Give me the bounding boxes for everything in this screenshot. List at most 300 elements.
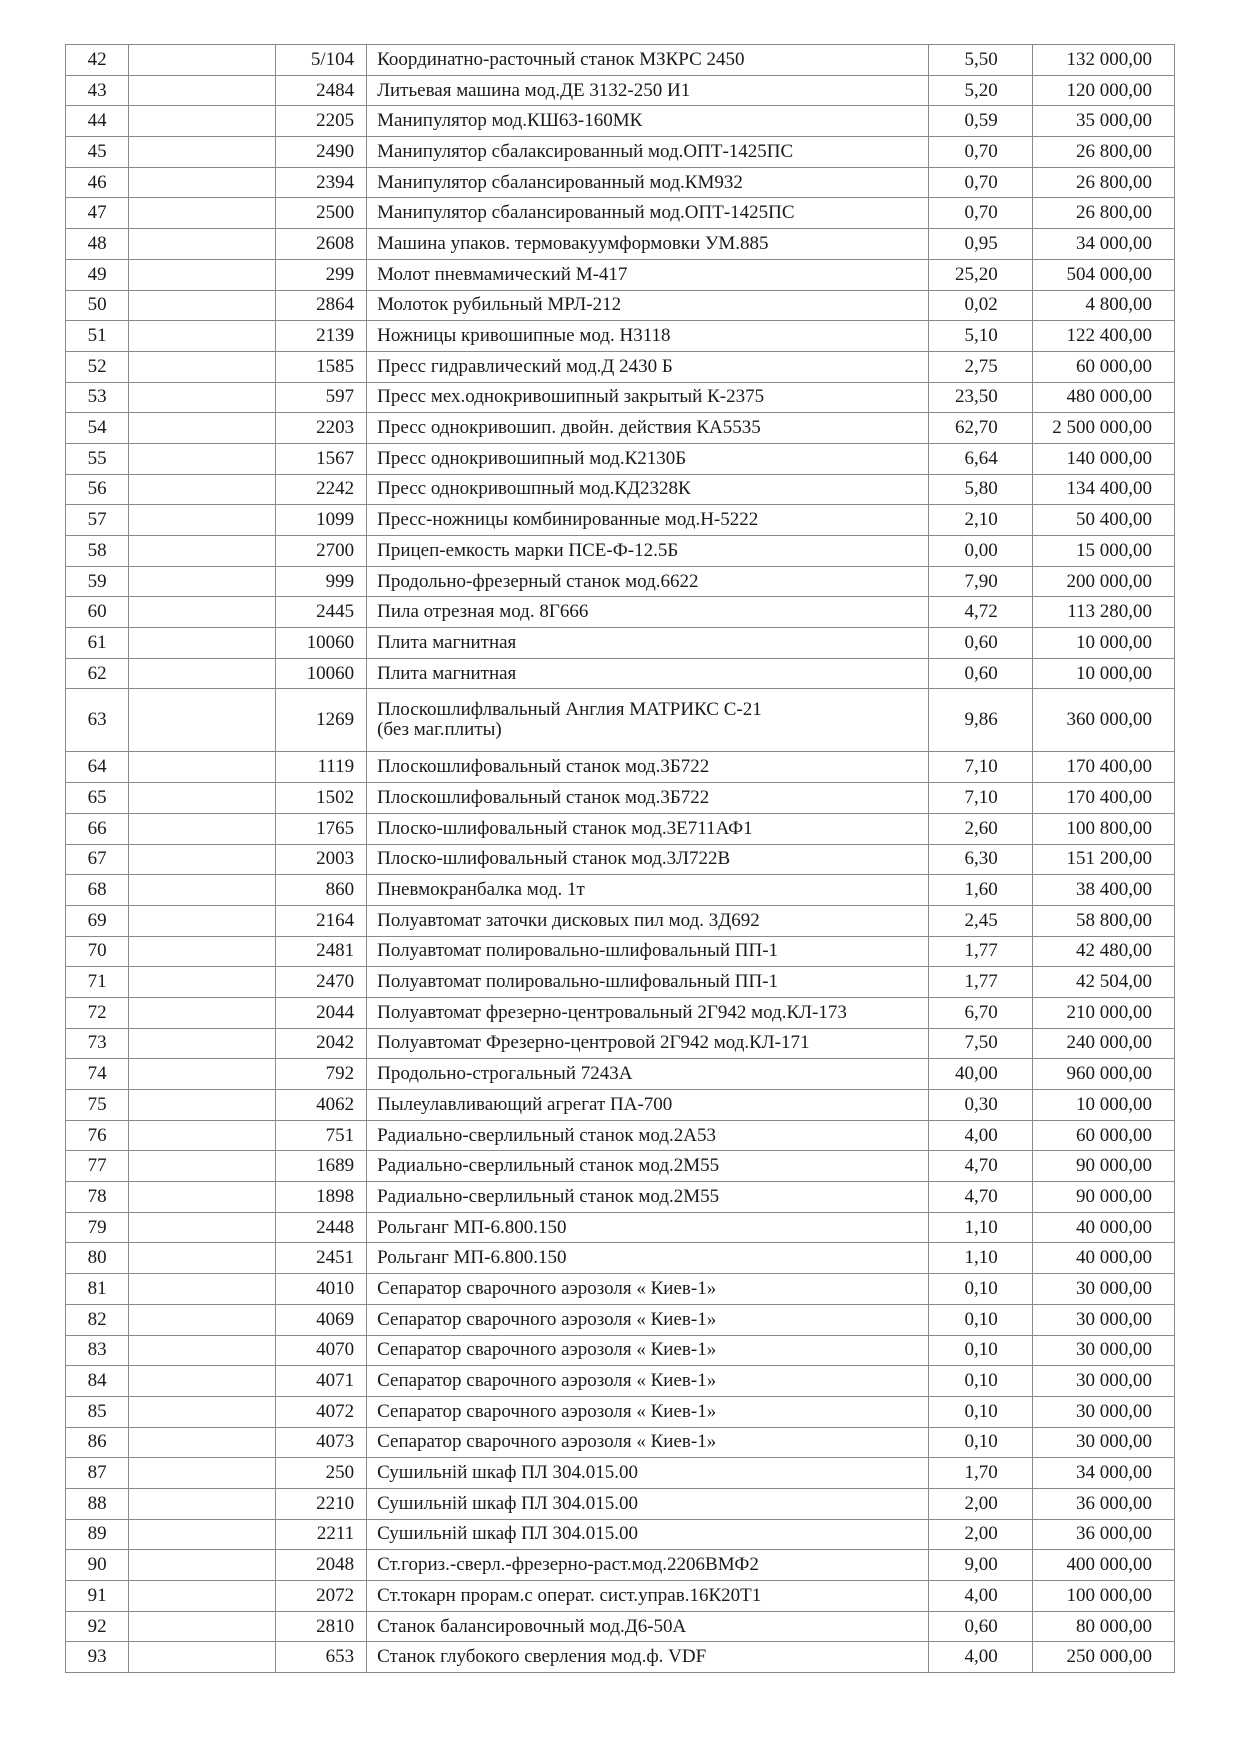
weight-cell: 2,10	[929, 505, 1032, 536]
table-row	[66, 1243, 1175, 1274]
price-cell: 34 000,00	[1032, 229, 1174, 260]
equipment-name: Пневмокранбалка мод. 1т	[377, 879, 585, 901]
empty-cell	[129, 351, 276, 382]
table-row	[66, 198, 1175, 229]
price-cell: 90 000,00	[1032, 1182, 1174, 1213]
inventory-code-cell: 2484	[276, 75, 367, 106]
weight-cell: 7,10	[929, 752, 1032, 783]
row-number-cell: 88	[66, 1488, 129, 1519]
row-number-cell: 62	[66, 658, 129, 689]
weight-cell: 2,00	[929, 1488, 1032, 1519]
empty-cell	[129, 229, 276, 260]
inventory-code-cell: 2211	[276, 1519, 367, 1550]
table-row	[66, 536, 1175, 567]
row-number-cell: 73	[66, 1028, 129, 1059]
equipment-name-cell	[367, 45, 929, 76]
equipment-name: Манипулятор сбалансированный мод.ОПТ-1425ПС	[377, 202, 795, 224]
empty-cell	[129, 689, 276, 752]
inventory-code-cell: 2242	[276, 474, 367, 505]
inventory-code-cell: 2490	[276, 137, 367, 168]
price-cell: 100 800,00	[1032, 813, 1174, 844]
equipment-name: Пресс однокривошипный мод.К2130Б	[377, 447, 687, 469]
table-row	[66, 566, 1175, 597]
inventory-code-cell: 2048	[276, 1550, 367, 1581]
weight-cell: 0,60	[929, 1611, 1032, 1642]
equipment-name-cell	[367, 875, 929, 906]
empty-cell	[129, 1366, 276, 1397]
weight-cell: 5,80	[929, 474, 1032, 505]
empty-cell	[129, 1581, 276, 1612]
row-number-cell: 83	[66, 1335, 129, 1366]
equipment-name: Ст.гориз.-сверл.-фрезерно-раст.мод.2206ВМФ2	[377, 1554, 759, 1576]
weight-cell: 23,50	[929, 382, 1032, 413]
weight-cell: 4,70	[929, 1182, 1032, 1213]
inventory-code-cell: 2394	[276, 167, 367, 198]
inventory-code-cell: 2164	[276, 905, 367, 936]
inventory-code-cell: 1502	[276, 783, 367, 814]
equipment-name: Сушильній шкаф ПЛ 304.015.00	[377, 1492, 639, 1514]
inventory-code-cell: 2445	[276, 597, 367, 628]
equipment-name-cell	[367, 783, 929, 814]
inventory-code-cell: 4071	[276, 1366, 367, 1397]
inventory-code-cell: 2451	[276, 1243, 367, 1274]
price-cell: 15 000,00	[1032, 536, 1174, 567]
price-cell: 30 000,00	[1032, 1396, 1174, 1427]
equipment-name-cell	[367, 597, 929, 628]
price-cell: 250 000,00	[1032, 1642, 1174, 1673]
table-row	[66, 1458, 1175, 1489]
table-row	[66, 106, 1175, 137]
empty-cell	[129, 1182, 276, 1213]
price-cell: 42 504,00	[1032, 967, 1174, 998]
equipment-name: Плита магнитная	[377, 662, 517, 684]
table-row	[66, 1335, 1175, 1366]
table-row	[66, 1151, 1175, 1182]
empty-cell	[129, 1642, 276, 1673]
weight-cell: 0,59	[929, 106, 1032, 137]
price-cell: 30 000,00	[1032, 1304, 1174, 1335]
table-row	[66, 1090, 1175, 1121]
inventory-code-cell: 2072	[276, 1581, 367, 1612]
equipment-name: Полуавтомат фрезерно-центровальный 2Г942 мод.КЛ-173	[377, 1001, 847, 1023]
table-row	[66, 505, 1175, 536]
inventory-code-cell: 10060	[276, 658, 367, 689]
row-number-cell: 79	[66, 1212, 129, 1243]
price-cell: 90 000,00	[1032, 1151, 1174, 1182]
price-cell: 360 000,00	[1032, 689, 1174, 752]
price-cell: 50 400,00	[1032, 505, 1174, 536]
weight-cell: 62,70	[929, 413, 1032, 444]
row-number-cell: 90	[66, 1550, 129, 1581]
equipment-name-cell	[367, 1182, 929, 1213]
equipment-name-cell	[367, 1396, 929, 1427]
price-cell: 36 000,00	[1032, 1488, 1174, 1519]
weight-cell: 1,77	[929, 967, 1032, 998]
equipment-name-cell	[367, 1519, 929, 1550]
table-row	[66, 597, 1175, 628]
equipment-name: Сушильній шкаф ПЛ 304.015.00	[377, 1523, 639, 1545]
table-row	[66, 1611, 1175, 1642]
weight-cell: 1,60	[929, 875, 1032, 906]
equipment-name-cell	[367, 1090, 929, 1121]
equipment-name: Пресс однокривошип. двойн. действия КА5535	[377, 417, 761, 439]
empty-cell	[129, 1151, 276, 1182]
price-cell: 30 000,00	[1032, 1427, 1174, 1458]
weight-cell: 7,90	[929, 566, 1032, 597]
inventory-code-cell: 4073	[276, 1427, 367, 1458]
price-cell: 30 000,00	[1032, 1274, 1174, 1305]
row-number-cell: 74	[66, 1059, 129, 1090]
row-number-cell: 82	[66, 1304, 129, 1335]
weight-cell: 0,10	[929, 1396, 1032, 1427]
equipment-name-cell	[367, 1642, 929, 1673]
equipment-name-cell	[367, 1550, 929, 1581]
empty-cell	[129, 1274, 276, 1305]
empty-cell	[129, 997, 276, 1028]
empty-cell	[129, 474, 276, 505]
table-row	[66, 967, 1175, 998]
price-cell: 140 000,00	[1032, 443, 1174, 474]
inventory-code-cell: 2864	[276, 290, 367, 321]
row-number-cell: 43	[66, 75, 129, 106]
weight-cell: 5,10	[929, 321, 1032, 352]
equipment-name: Пресс мех.однокривошипный закрытый К-2375	[377, 386, 765, 408]
weight-cell: 0,10	[929, 1274, 1032, 1305]
equipment-name: Сепаратор сварочного аэрозоля « Киев-1»	[377, 1277, 717, 1299]
empty-cell	[129, 936, 276, 967]
empty-cell	[129, 413, 276, 444]
weight-cell: 1,70	[929, 1458, 1032, 1489]
price-cell: 30 000,00	[1032, 1366, 1174, 1397]
price-cell: 170 400,00	[1032, 752, 1174, 783]
inventory-code-cell: 1567	[276, 443, 367, 474]
empty-cell	[129, 1028, 276, 1059]
row-number-cell: 53	[66, 382, 129, 413]
equipment-name: Полуавтомат Фрезерно-центровой 2Г942 мод.КЛ-171	[377, 1032, 810, 1054]
equipment-name: Продольно-фрезерный станок мод.6622	[377, 570, 699, 592]
price-cell: 10 000,00	[1032, 628, 1174, 659]
empty-cell	[129, 106, 276, 137]
price-cell: 4 800,00	[1032, 290, 1174, 321]
weight-cell: 0,70	[929, 137, 1032, 168]
table-row	[66, 936, 1175, 967]
table-row	[66, 259, 1175, 290]
inventory-code-cell: 2810	[276, 1611, 367, 1642]
equipment-name: Манипулятор мод.КШ63-160МК	[377, 110, 643, 132]
inventory-code-cell: 2608	[276, 229, 367, 260]
weight-cell: 0,70	[929, 167, 1032, 198]
equipment-name-cell	[367, 1581, 929, 1612]
weight-cell: 0,10	[929, 1335, 1032, 1366]
equipment-name-cell	[367, 628, 929, 659]
empty-cell	[129, 505, 276, 536]
empty-cell	[129, 1488, 276, 1519]
empty-cell	[129, 628, 276, 659]
price-cell: 132 000,00	[1032, 45, 1174, 76]
empty-cell	[129, 1212, 276, 1243]
equipment-name: Рольганг МП-6.800.150	[377, 1216, 567, 1238]
inventory-code-cell: 751	[276, 1120, 367, 1151]
table-row	[66, 813, 1175, 844]
equipment-table-body	[66, 45, 1175, 1673]
table-row	[66, 1274, 1175, 1305]
row-number-cell: 86	[66, 1427, 129, 1458]
weight-cell: 0,60	[929, 658, 1032, 689]
price-cell: 400 000,00	[1032, 1550, 1174, 1581]
table-row	[66, 905, 1175, 936]
price-cell: 60 000,00	[1032, 1120, 1174, 1151]
row-number-cell: 65	[66, 783, 129, 814]
equipment-name: Плоско-шлифовальный станок мод.3Е711АФ1	[377, 817, 753, 839]
price-cell: 240 000,00	[1032, 1028, 1174, 1059]
row-number-cell: 45	[66, 137, 129, 168]
price-cell: 42 480,00	[1032, 936, 1174, 967]
empty-cell	[129, 1335, 276, 1366]
weight-cell: 40,00	[929, 1059, 1032, 1090]
empty-cell	[129, 536, 276, 567]
row-number-cell: 91	[66, 1581, 129, 1612]
equipment-name-cell	[367, 967, 929, 998]
table-row	[66, 658, 1175, 689]
inventory-code-cell: 1585	[276, 351, 367, 382]
equipment-name-cell	[367, 1274, 929, 1305]
row-number-cell: 57	[66, 505, 129, 536]
weight-cell: 5,20	[929, 75, 1032, 106]
equipment-name-cell	[367, 566, 929, 597]
table-row	[66, 1488, 1175, 1519]
inventory-code-cell: 597	[276, 382, 367, 413]
inventory-code-cell: 1099	[276, 505, 367, 536]
weight-cell: 1,77	[929, 936, 1032, 967]
equipment-name: Манипулятор сбалаксированный мод.ОПТ-1425ПС	[377, 140, 794, 162]
price-cell: 40 000,00	[1032, 1243, 1174, 1274]
empty-cell	[129, 321, 276, 352]
empty-cell	[129, 1090, 276, 1121]
table-row	[66, 1396, 1175, 1427]
row-number-cell: 61	[66, 628, 129, 659]
equipment-name: Сепаратор сварочного аэрозоля « Киев-1»	[377, 1431, 717, 1453]
equipment-name: Пресс гидравлический мод.Д 2430 Б	[377, 355, 673, 377]
weight-cell: 4,70	[929, 1151, 1032, 1182]
price-cell: 26 800,00	[1032, 167, 1174, 198]
weight-cell: 0,10	[929, 1427, 1032, 1458]
equipment-table	[65, 44, 1175, 1673]
row-number-cell: 72	[66, 997, 129, 1028]
row-number-cell: 50	[66, 290, 129, 321]
equipment-name: Пресс однокривошпный мод.КД2328К	[377, 478, 691, 500]
row-number-cell: 92	[66, 1611, 129, 1642]
weight-cell: 0,60	[929, 628, 1032, 659]
equipment-name-cell	[367, 167, 929, 198]
row-number-cell: 58	[66, 536, 129, 567]
row-number-cell: 46	[66, 167, 129, 198]
inventory-code-cell: 1765	[276, 813, 367, 844]
price-cell: 30 000,00	[1032, 1335, 1174, 1366]
price-cell: 58 800,00	[1032, 905, 1174, 936]
row-number-cell: 54	[66, 413, 129, 444]
inventory-code-cell: 2700	[276, 536, 367, 567]
table-row	[66, 474, 1175, 505]
row-number-cell: 52	[66, 351, 129, 382]
equipment-name: Пресс-ножницы комбинированные мод.Н-5222	[377, 509, 759, 531]
weight-cell: 0,10	[929, 1304, 1032, 1335]
table-row	[66, 1059, 1175, 1090]
equipment-name-cell	[367, 1427, 929, 1458]
equipment-name: Молоток рубильный МРЛ-212	[377, 294, 622, 316]
inventory-code-cell: 653	[276, 1642, 367, 1673]
equipment-name-cell	[367, 106, 929, 137]
empty-cell	[129, 1059, 276, 1090]
equipment-name-cell	[367, 137, 929, 168]
price-cell: 170 400,00	[1032, 783, 1174, 814]
row-number-cell: 47	[66, 198, 129, 229]
equipment-name-cell	[367, 936, 929, 967]
equipment-name-cell	[367, 1151, 929, 1182]
table-row	[66, 229, 1175, 260]
equipment-name: Сепаратор сварочного аэрозоля « Киев-1»	[377, 1308, 717, 1330]
equipment-name-cell	[367, 658, 929, 689]
row-number-cell: 56	[66, 474, 129, 505]
inventory-code-cell: 299	[276, 259, 367, 290]
inventory-code-cell: 4069	[276, 1304, 367, 1335]
equipment-name-cell	[367, 1488, 929, 1519]
price-cell: 10 000,00	[1032, 658, 1174, 689]
equipment-name: Станок глубокого сверления мод.ф. VDF	[377, 1646, 707, 1668]
table-row	[66, 1120, 1175, 1151]
equipment-name: Пылеулавливающий агрегат ПА-700	[377, 1093, 673, 1115]
row-number-cell: 89	[66, 1519, 129, 1550]
weight-cell: 6,70	[929, 997, 1032, 1028]
table-row	[66, 875, 1175, 906]
row-number-cell: 87	[66, 1458, 129, 1489]
equipment-name: Продольно-строгальный 7243А	[377, 1063, 633, 1085]
equipment-name-cell	[367, 536, 929, 567]
table-row	[66, 382, 1175, 413]
inventory-code-cell: 1119	[276, 752, 367, 783]
equipment-name: Рольганг МП-6.800.150	[377, 1247, 567, 1269]
weight-cell: 0,02	[929, 290, 1032, 321]
table-row	[66, 783, 1175, 814]
equipment-name-cell	[367, 813, 929, 844]
row-number-cell: 59	[66, 566, 129, 597]
equipment-name: Литьевая машина мод.ДЕ 3132-250 И1	[377, 79, 691, 101]
equipment-name: Полуавтомат полировально-шлифовальный ПП-1	[377, 971, 779, 993]
weight-cell: 0,00	[929, 536, 1032, 567]
equipment-name-cell	[367, 1120, 929, 1151]
table-row	[66, 1581, 1175, 1612]
inventory-code-cell: 4070	[276, 1335, 367, 1366]
price-cell: 504 000,00	[1032, 259, 1174, 290]
table-row	[66, 689, 1175, 752]
inventory-code-cell: 2500	[276, 198, 367, 229]
weight-cell: 0,95	[929, 229, 1032, 260]
inventory-code-cell: 999	[276, 566, 367, 597]
empty-cell	[129, 844, 276, 875]
row-number-cell: 75	[66, 1090, 129, 1121]
table-row	[66, 752, 1175, 783]
table-row	[66, 1366, 1175, 1397]
row-number-cell: 85	[66, 1396, 129, 1427]
inventory-code-cell: 10060	[276, 628, 367, 659]
price-cell: 134 400,00	[1032, 474, 1174, 505]
equipment-name-cell	[367, 259, 929, 290]
equipment-name-cell	[367, 1028, 929, 1059]
inventory-code-cell: 2205	[276, 106, 367, 137]
equipment-name: Полуавтомат полировально-шлифовальный ПП-1	[377, 940, 779, 962]
table-row	[66, 628, 1175, 659]
row-number-cell: 49	[66, 259, 129, 290]
inventory-code-cell: 5/104	[276, 45, 367, 76]
weight-cell: 25,20	[929, 259, 1032, 290]
row-number-cell: 42	[66, 45, 129, 76]
empty-cell	[129, 1550, 276, 1581]
empty-cell	[129, 783, 276, 814]
price-cell: 80 000,00	[1032, 1611, 1174, 1642]
weight-cell: 9,00	[929, 1550, 1032, 1581]
equipment-name: Ст.токарн прорам.с операт. сист.управ.16К20Т1	[377, 1584, 762, 1606]
table-row	[66, 1642, 1175, 1673]
equipment-name: Манипулятор сбалансированный мод.КМ932	[377, 171, 743, 193]
price-cell: 38 400,00	[1032, 875, 1174, 906]
table-row	[66, 321, 1175, 352]
row-number-cell: 69	[66, 905, 129, 936]
table-row	[66, 351, 1175, 382]
weight-cell: 0,10	[929, 1366, 1032, 1397]
equipment-name-cell	[367, 198, 929, 229]
equipment-name-cell	[367, 689, 929, 752]
inventory-code-cell: 4062	[276, 1090, 367, 1121]
row-number-cell: 93	[66, 1642, 129, 1673]
row-number-cell: 77	[66, 1151, 129, 1182]
row-number-cell: 66	[66, 813, 129, 844]
equipment-name: Молот пневмамический М-417	[377, 263, 628, 285]
empty-cell	[129, 198, 276, 229]
equipment-name-cell	[367, 505, 929, 536]
price-cell: 10 000,00	[1032, 1090, 1174, 1121]
table-row	[66, 1550, 1175, 1581]
weight-cell: 1,10	[929, 1243, 1032, 1274]
empty-cell	[129, 75, 276, 106]
equipment-name: Плоско-шлифовальный станок мод.3Л722В	[377, 848, 731, 870]
row-number-cell: 44	[66, 106, 129, 137]
weight-cell: 4,00	[929, 1120, 1032, 1151]
table-row	[66, 45, 1175, 76]
equipment-name-cell	[367, 1366, 929, 1397]
weight-cell: 4,00	[929, 1581, 1032, 1612]
equipment-name: Плоскошлифовальный станок мод.3Б722	[377, 756, 710, 778]
table-row	[66, 997, 1175, 1028]
equipment-name-cell	[367, 905, 929, 936]
row-number-cell: 67	[66, 844, 129, 875]
empty-cell	[129, 752, 276, 783]
row-number-cell: 63	[66, 689, 129, 752]
table-row	[66, 1212, 1175, 1243]
table-row	[66, 1182, 1175, 1213]
table-row	[66, 413, 1175, 444]
empty-cell	[129, 167, 276, 198]
row-number-cell: 51	[66, 321, 129, 352]
empty-cell	[129, 1611, 276, 1642]
price-cell: 36 000,00	[1032, 1519, 1174, 1550]
price-cell: 210 000,00	[1032, 997, 1174, 1028]
inventory-code-cell: 2470	[276, 967, 367, 998]
empty-cell	[129, 290, 276, 321]
row-number-cell: 76	[66, 1120, 129, 1151]
empty-cell	[129, 658, 276, 689]
weight-cell: 7,10	[929, 783, 1032, 814]
empty-cell	[129, 259, 276, 290]
inventory-code-cell: 2210	[276, 1488, 367, 1519]
